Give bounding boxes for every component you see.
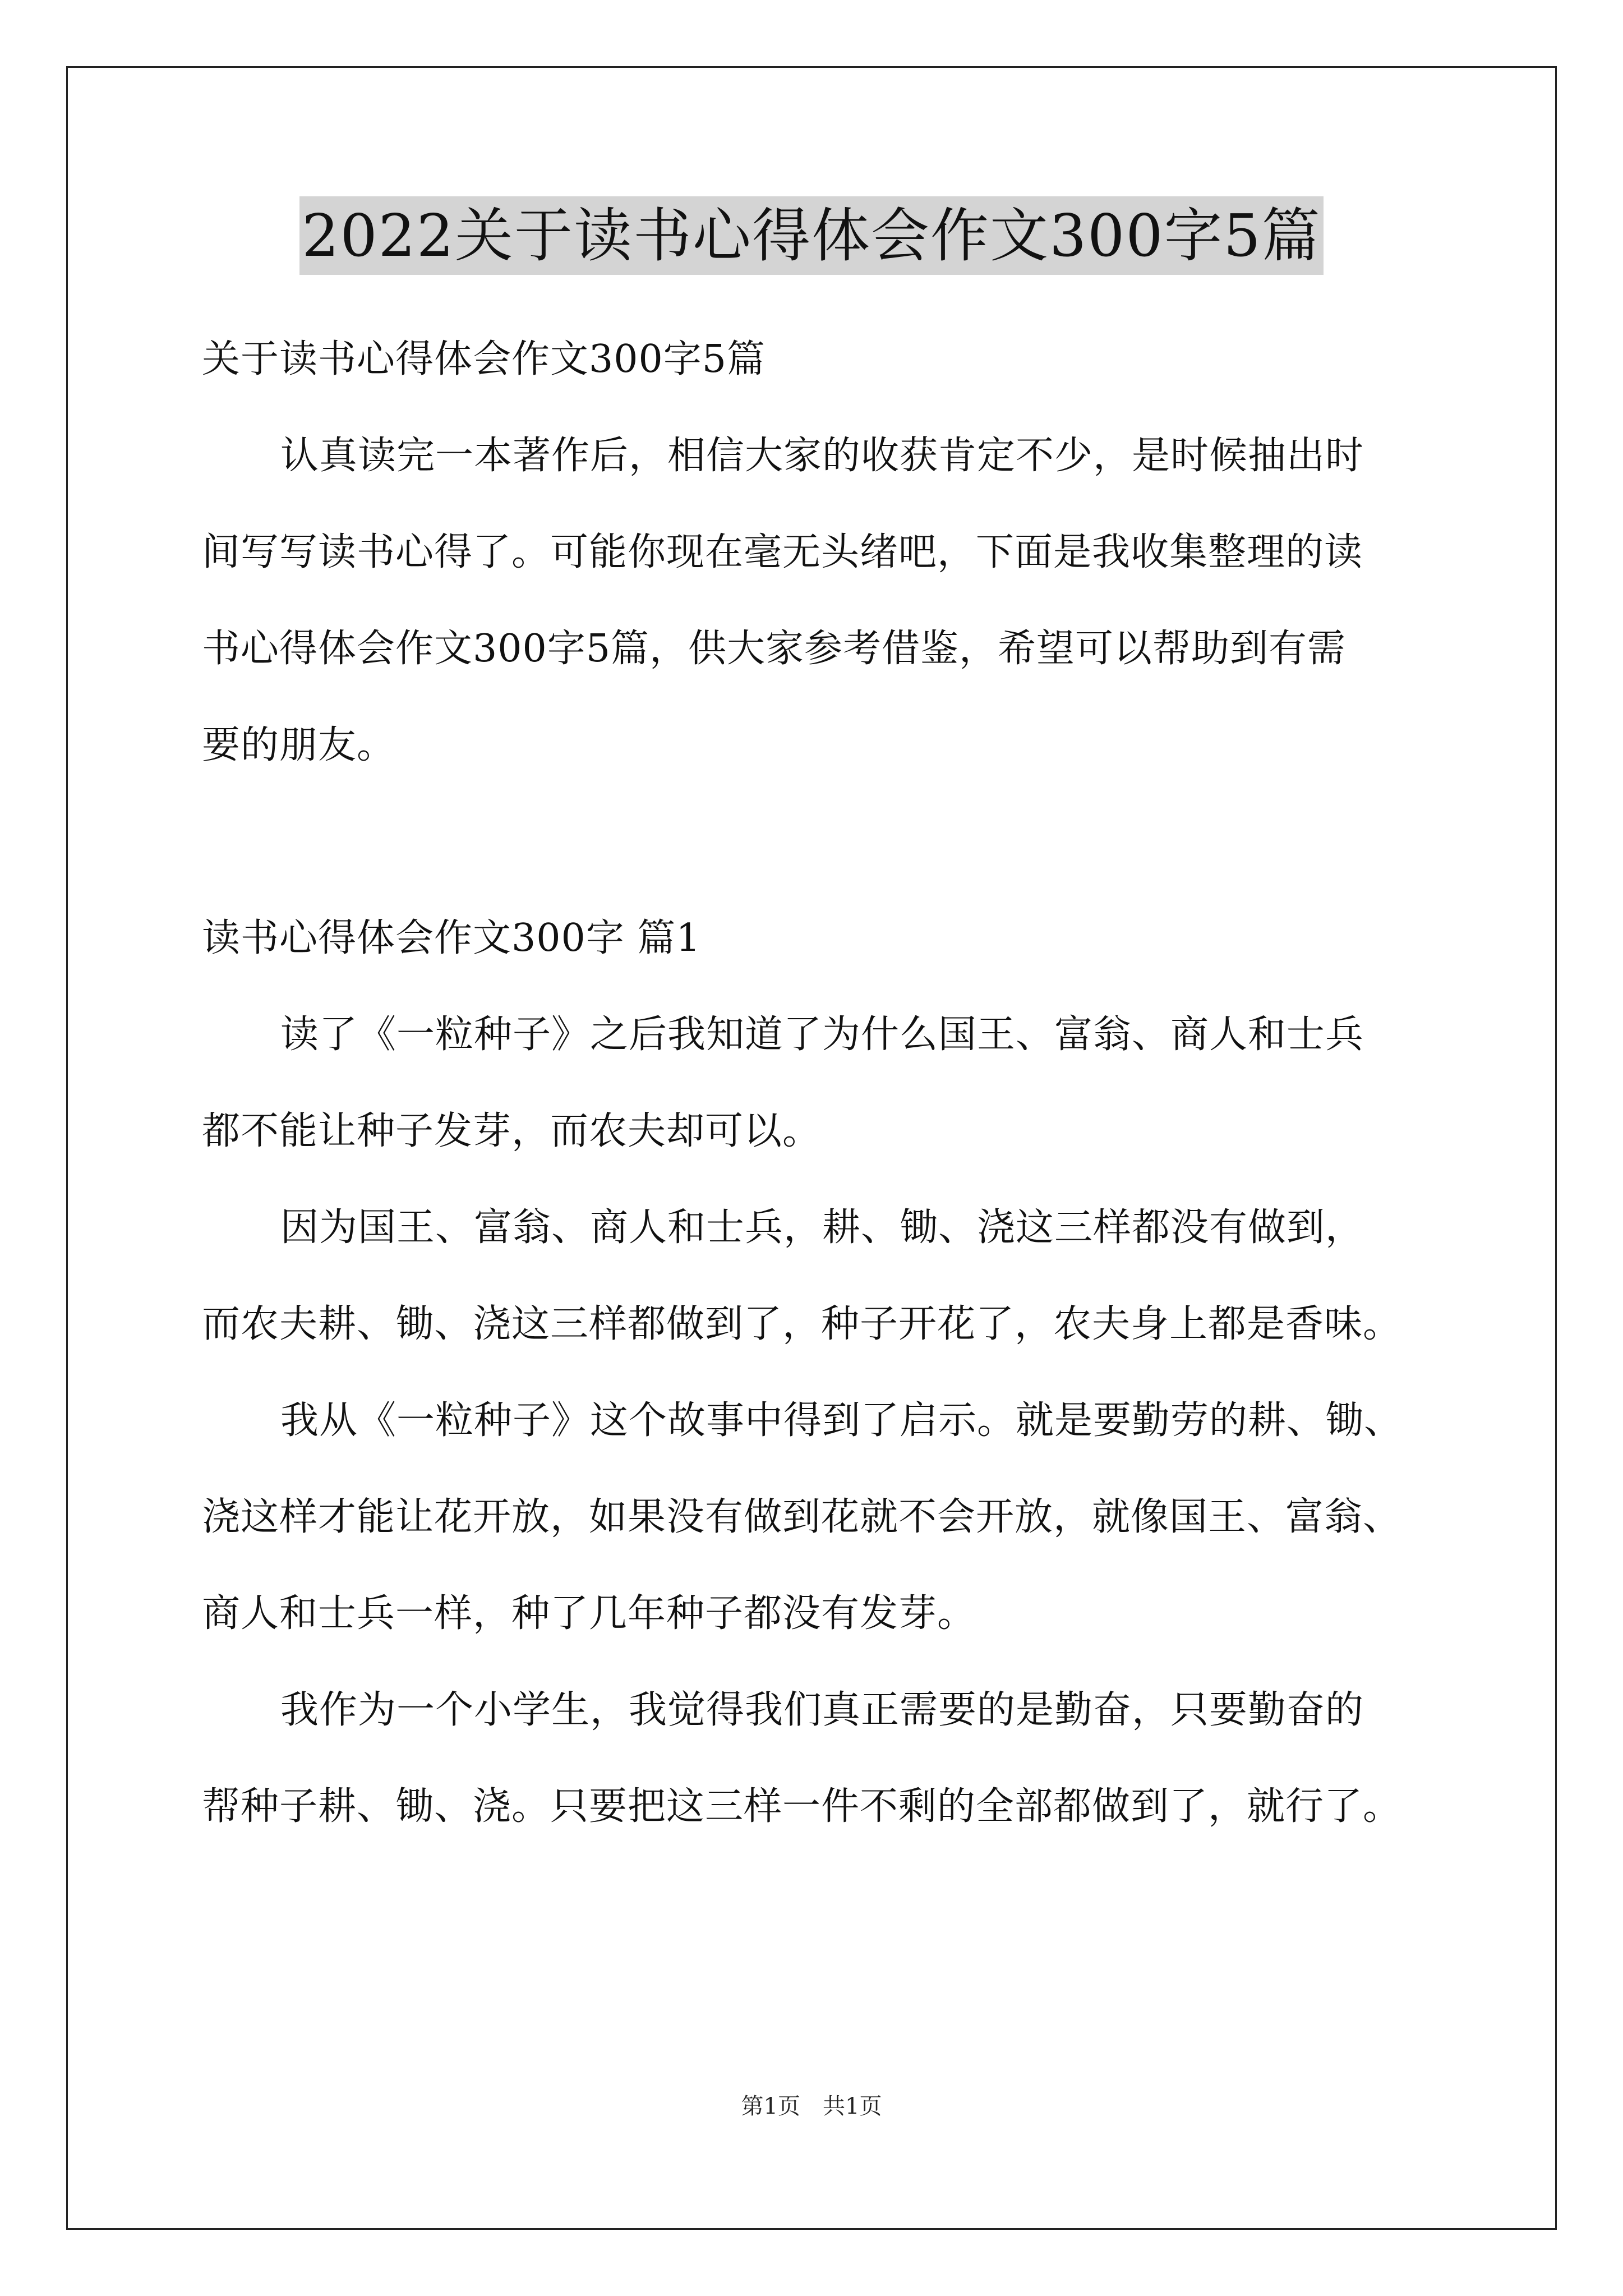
page-number: 第1页 共1页	[741, 2093, 882, 2119]
blank-line	[202, 794, 1424, 890]
paragraph-4	[202, 1662, 1424, 1855]
paragraph-line: 商人和士兵一样，种了几年种子都没有发芽。	[202, 1591, 976, 1636]
document-body	[202, 311, 1424, 1855]
section-heading: 读书心得体会作文300字 篇1	[202, 916, 701, 960]
paragraph-line: 我作为一个小学生，我觉得我们真正需要的是勤奋，只要勤奋的	[280, 1688, 1364, 1732]
paragraph-3	[202, 1373, 1424, 1662]
paragraph-line: 我从《一粒种子》这个故事中得到了启示。就是要勤劳的耕、锄、	[280, 1398, 1403, 1443]
document-title	[0, 196, 1623, 275]
paragraph-line: 而农夫耕、锄、浇这三样都做到了，种子开花了，农夫身上都是香味。	[202, 1302, 1402, 1346]
document-subtitle: 关于读书心得体会作文300字5篇	[202, 337, 766, 381]
paragraph-line: 因为国王、富翁、商人和士兵，耕、锄、浇这三样都没有做到，	[280, 1205, 1364, 1250]
paragraph-line: 都不能让种子发芽，而农夫却可以。	[202, 1109, 822, 1153]
intro-paragraph	[202, 408, 1424, 794]
paragraph-line: 浇这样才能让花开放，如果没有做到花就不会开放，就像国王、富翁、	[202, 1495, 1402, 1539]
page-footer	[0, 2090, 1623, 2123]
paragraph-line: 读了《一粒种子》之后我知道了为什么国王、富翁、商人和士兵	[280, 1013, 1364, 1057]
document-title-text: 2022关于读书心得体会作文300字5篇	[299, 196, 1323, 275]
paragraph-line: 帮种子耕、锄、浇。只要把这三样一件不剩的全部都做到了，就行了。	[202, 1784, 1402, 1829]
paragraph-line: 书心得体会作文300字5篇，供大家参考借鉴，希望可以帮助到有需	[202, 627, 1347, 671]
paragraph-1	[202, 987, 1424, 1180]
paragraph-line: 要的朋友。	[202, 723, 396, 767]
paragraph-line: 认真读完一本著作后，相信大家的收获肯定不少，是时候抽出时	[280, 434, 1364, 478]
paragraph-2	[202, 1180, 1424, 1373]
paragraph-line: 间写写读书心得了。可能你现在毫无头绪吧，下面是我收集整理的读	[202, 530, 1363, 574]
